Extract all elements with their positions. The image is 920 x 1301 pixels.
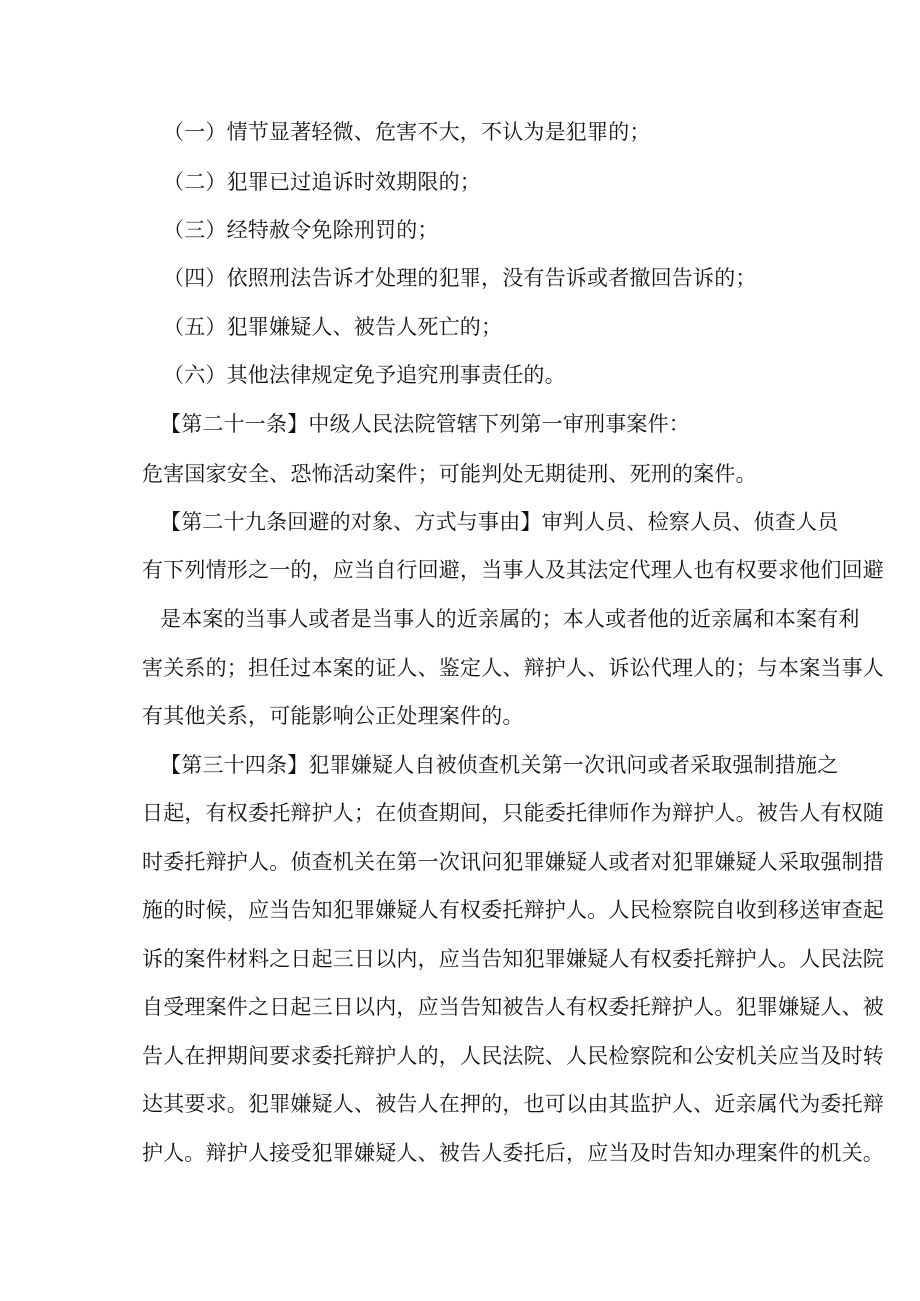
article-21-heading: 【第二十一条】中级人民法院管辖下列第一审刑事案件： [160,412,690,436]
article-29-line-2: 有下列情形之一的，应当自行回避，当事人及其法定代理人也有权要求他们回避 [142,558,884,582]
article-34-line-5: 诉的案件材料之日起三日以内，应当告知犯罪嫌疑人有权委托辩护人。人民法院 [142,947,884,971]
article-34-line-9: 护人。辩护人接受犯罪嫌疑人、被告人委托后，应当及时告知办理案件的机关。 [142,1141,884,1165]
article-34-line-1: 【第三十四条】犯罪嫌疑人自被侦查机关第一次讯问或者采取强制措施之 [160,753,839,777]
article-29-line-3: 是本案的当事人或者是当事人的近亲属的；本人或者他的近亲属和本案有利 [160,607,860,631]
article-34-line-8: 达其要求。犯罪嫌疑人、被告人在押的，也可以由其监护人、近亲属代为委托辩 [142,1092,884,1116]
article-34-line-2: 日起，有权委托辩护人；在侦查期间，只能委托律师作为辩护人。被告人有权随 [142,801,884,825]
clause-item-3: （三）经特赦令免除刑罚的； [163,218,439,242]
clause-item-1: （一）情节显著轻微、危害不大，不认为是犯罪的； [163,120,651,144]
clause-item-5: （五）犯罪嫌疑人、被告人死亡的； [163,315,503,339]
article-34-line-4: 施的时候，应当告知犯罪嫌疑人有权委托辩护人。人民检察院自收到移送审查起 [142,898,884,922]
article-29-line-1: 【第二十九条回避的对象、方式与事由】审判人员、检察人员、侦查人员 [160,510,839,534]
article-29-line-5: 有其他关系，可能影响公正处理案件的。 [142,704,524,728]
article-34-line-7: 告人在押期间要求委托辩护人的，人民法院、人民检察院和公安机关应当及时转 [142,1044,884,1068]
clause-item-4: （四）依照刑法告诉才处理的犯罪，没有告诉或者撤回告诉的； [163,266,757,290]
article-21-body: 危害国家安全、恐怖活动案件；可能判处无期徒刑、死刑的案件。 [142,462,757,486]
article-34-line-6: 自受理案件之日起三日以内，应当告知被告人有权委托辩护人。犯罪嫌疑人、被 [142,995,884,1019]
clause-item-2: （二）犯罪已过追诉时效期限的； [163,170,481,194]
article-34-line-3: 时委托辩护人。侦查机关在第一次讯问犯罪嫌疑人或者对犯罪嫌疑人采取强制措 [142,850,884,874]
article-29-line-4: 害关系的；担任过本案的证人、鉴定人、辩护人、诉讼代理人的；与本案当事人 [142,656,884,680]
clause-item-6: （六）其他法律规定免予追究刑事责任的。 [163,363,566,387]
